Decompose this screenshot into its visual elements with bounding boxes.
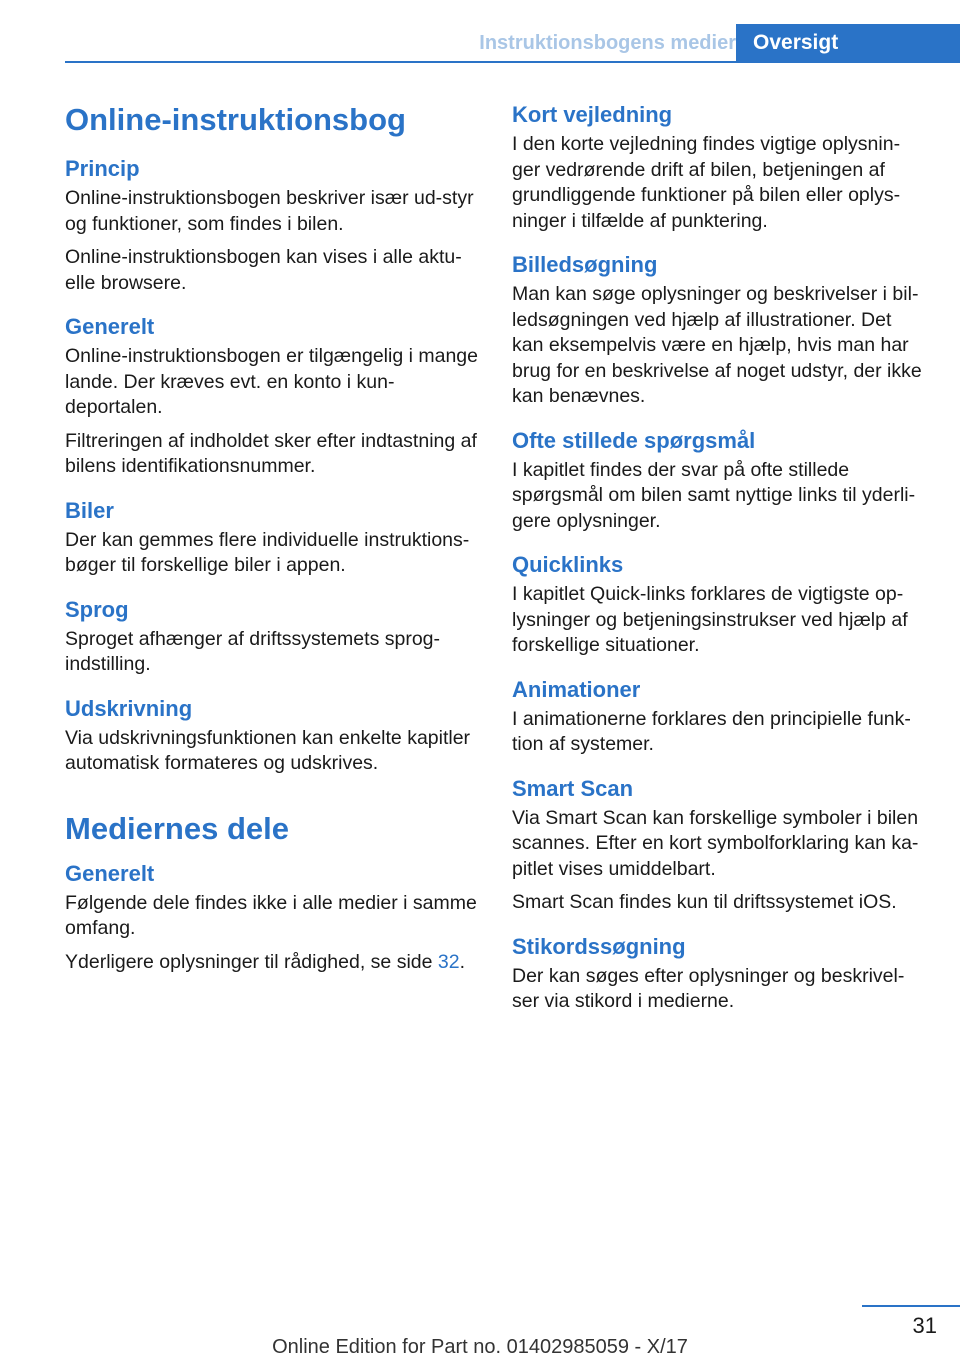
paragraph: I kapitlet Quick-links forklares de vigtigste op-lysninger og betjeningsinstrukser ved hjælp af forskellige situationer. <box>512 583 908 656</box>
heading-generelt: Generelt <box>65 314 155 339</box>
header-chapter-tab: Oversigt <box>736 24 960 62</box>
header-rule <box>65 61 960 63</box>
page-reference-link[interactable]: 32 <box>437 950 460 973</box>
main-title: Online-instruktionsbog <box>65 102 406 137</box>
heading-generelt-2: Generelt <box>65 860 155 886</box>
right-column <box>512 100 928 1015</box>
heading-sprog: Sprog <box>65 596 129 622</box>
heading-animationer: Animationer <box>512 676 641 702</box>
header-section-title: Instruktionsbogens medier <box>479 32 736 54</box>
paragraph: Online-instruktionsbogen er tilgængelig i mange lande. Der kræves evt. en konto i kun-deportalen. <box>65 345 478 418</box>
heading-udskrivning: Udskrivning <box>65 695 193 721</box>
section-title-mediernes-dele: Mediernes dele <box>65 810 289 846</box>
paragraph: Via Smart Scan kan forskellige symboler i bilen scannes. Efter en kort symbolforklaring kan ka-pitlet vises umiddelbart. <box>512 806 919 880</box>
paragraph: Smart Scan findes kun til driftssystemet iOS. <box>512 891 897 913</box>
paragraph: Sproget afhænger af driftssystemets sprog-indstilling. <box>65 627 441 675</box>
paragraph: Online-instruktionsbogen beskriver især ud-styr og funktioner, som findes i bilen. <box>65 187 474 235</box>
heading-stikordssogning: Stikordssøgning <box>512 933 686 959</box>
paragraph-with-reference: Yderligere oplysninger til rådighed, se side 32. <box>65 950 466 973</box>
paragraph: I den korte vejledning findes vigtige oplysnin-ger vedrørende drift af bilen, betjeningen af grundliggende funktioner på bilen eller oplys-ninger i tilfælde af punktering. <box>512 133 901 232</box>
heading-biler: Biler <box>65 497 114 523</box>
left-column <box>65 100 483 975</box>
paragraph: Via udskrivningsfunktionen kan enkelte kapitler automatisk formateres og udskrives. <box>65 726 471 774</box>
heading-billedsogning: Billedsøgning <box>512 252 658 277</box>
paragraph: I kapitlet findes der svar på ofte stillede spørgsmål om bilen samt nyttige links til yderli-gere oplysninger. <box>512 458 916 532</box>
page-header <box>0 24 960 62</box>
paragraph: Der kan søges efter oplysninger og beskrivel-ser via stikord i medierne. <box>512 964 905 1012</box>
heading-ofte-stillede: Ofte stillede spørgsmål <box>512 427 756 453</box>
heading-kort-vejledning: Kort vejledning <box>512 102 673 127</box>
paragraph: Filtreringen af indholdet sker efter indtastning af bilens identifikationsnummer. <box>65 429 477 477</box>
paragraph: I animationerne forklares den principielle funk-tion af systemer. <box>512 707 911 755</box>
paragraph: Online-instruktionsbogen kan vises i alle aktu-elle browsere. <box>65 246 462 294</box>
paragraph: Følgende dele findes ikke i alle medier i samme omfang. <box>65 891 477 939</box>
paragraph: Der kan gemmes flere individuelle instruktions-bøger til forskellige biler i appen. <box>65 528 470 576</box>
footer-rule <box>862 1305 960 1307</box>
page-number: 31 <box>912 1313 937 1338</box>
heading-quicklinks: Quicklinks <box>512 552 624 577</box>
footer-edition-text: Online Edition for Part no. 01402985059 - X/17 <box>272 1336 688 1358</box>
paragraph: Man kan søge oplysninger og beskrivelser i bil-ledsøgningen ved hjælp af illustrationer. Det kan eksempelvis være en hjælp, hvis man har brug for en beskrivelse af noget udstyr, der ikke kan benævnes. <box>512 283 922 407</box>
heading-smart-scan: Smart Scan <box>512 775 634 801</box>
heading-princip: Princip <box>65 156 140 181</box>
